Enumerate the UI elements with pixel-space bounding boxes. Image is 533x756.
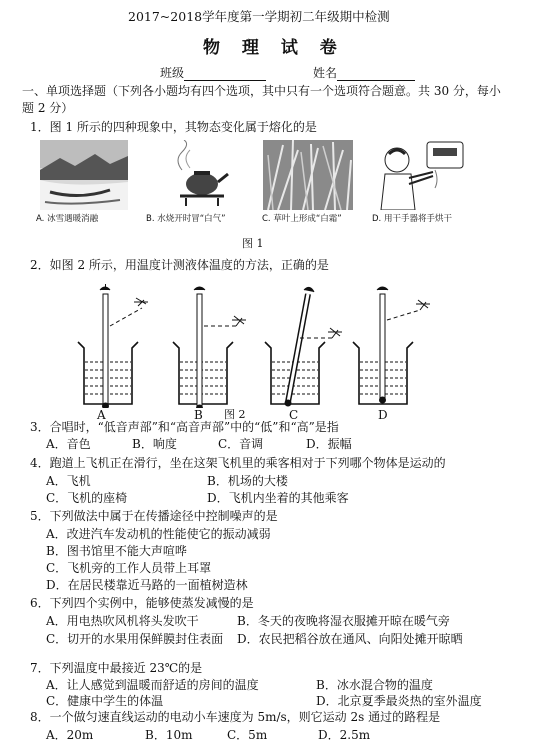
q2-label-c: C [289,408,299,422]
thermometer-diagram [70,280,470,408]
q2-label-d: D [378,408,388,422]
q7-option-c: C．健康中学生的体温 [46,694,164,708]
q6-option-a: A．用电热吹风机将头发吹干 [46,614,199,628]
q3-option-c: C．音调 [218,437,264,451]
q4-option-a: A．飞机 [46,474,91,488]
frost-grass-photo [263,140,353,210]
class-blank [184,68,266,81]
section-heading-cont: 题 2 分） [22,101,74,115]
name-blank [337,68,415,81]
q7-option-a: A．让人感觉到温暖而舒适的房间的温度 [46,678,259,692]
name-field [313,66,415,81]
beaker-d [353,287,430,404]
subject-title: 物 理 试 卷 [203,38,345,58]
q7-stem: 7．下列温度中最接近 23℃的是 [30,661,203,675]
q5-stem: 5．下列做法中属于在传播途径中控制噪声的是 [30,509,278,523]
beaker-b [173,287,246,408]
q6-option-c: C．切开的水果用保鲜膜封住表面 [46,632,224,646]
q6-option-b: B．冬天的夜晚将湿衣服摊开晾在暖气旁 [237,614,450,628]
name-label: 姓名 [313,66,338,80]
q1-caption-c: C. 草叶上形成“白霜” [262,214,342,224]
q2-label-b: B [194,408,203,422]
q5-option-d: D．在居民楼靠近马路的一面植树造林 [46,578,248,592]
beaker-a [78,284,148,408]
hand-dryer-drawing [375,138,470,210]
q4-option-d: D．飞机内坐着的其他乘客 [207,491,349,505]
q3-option-b: B．响度 [132,437,177,451]
beaker-c [265,287,342,406]
q4-option-b: B．机场的大楼 [207,474,288,488]
q4-stem: 4．跑道上飞机正在滑行，坐在这架飞机里的乘客相对于下列哪个物体是运动的 [30,456,446,470]
q2-stem: 2．如图 2 所示，用温度计测液体温度的方法，正确的是 [30,258,329,272]
q1-caption-b: B. 水烧开时冒“白气” [146,214,226,224]
q6-option-d: D．农民把稻谷放在通风、向阳处摊开晾晒 [237,632,463,646]
q3-stem: 3．合唱时，“低音声部”和“高音声部”中的“低”和“高”是指 [30,420,339,434]
q8-option-d: D．2.5m [318,728,371,742]
q3-option-d: D．振幅 [306,437,352,451]
figure1-label: 图 1 [242,237,264,250]
figure2-label: 图 2 [224,408,246,421]
section-heading: 一、单项选择题（下列各小题均有四个选项，其中只有一个选项符合题意。共 30 分，每小 [22,84,501,98]
class-label: 班级 [160,66,185,80]
exam-title: 2017~2018学年度第一学期初二年级期中检测 [128,9,390,24]
q7-option-d: D．北京夏季最炎热的室外温度 [316,694,482,708]
q8-option-b: B．10m [145,728,193,742]
q5-option-c: C．飞机旁的工作人员带上耳罩 [46,561,212,575]
q1-caption-a: A. 冰雪遇暖消融 [36,214,99,224]
kettle-steam-drawing [152,140,236,210]
q5-option-b: B．图书馆里不能大声喧哗 [46,544,187,558]
q6-stem: 6．下列四个实例中，能够使蒸发减慢的是 [30,596,254,610]
q1-caption-d: D. 用干手器将手烘干 [372,214,452,224]
class-field [160,66,266,81]
q5-option-a: A．改进汽车发动机的性能使它的振动减弱 [46,527,271,541]
q3-option-a: A．音色 [46,437,91,451]
q8-option-a: A．20m [46,728,94,742]
snow-melt-photo [40,140,128,210]
q7-option-b: B．冰水混合物的温度 [316,678,433,692]
q1-stem: 1．图 1 所示的四种现象中，其物态变化属于熔化的是 [30,120,317,134]
q8-option-c: C．5m [227,728,268,742]
q8-stem: 8．一个做匀速直线运动的电动小车速度为 5m/s，则它运动 2s 通过的路程是 [30,710,441,724]
q2-label-a: A [97,408,106,422]
q4-option-c: C．飞机的座椅 [46,491,128,505]
